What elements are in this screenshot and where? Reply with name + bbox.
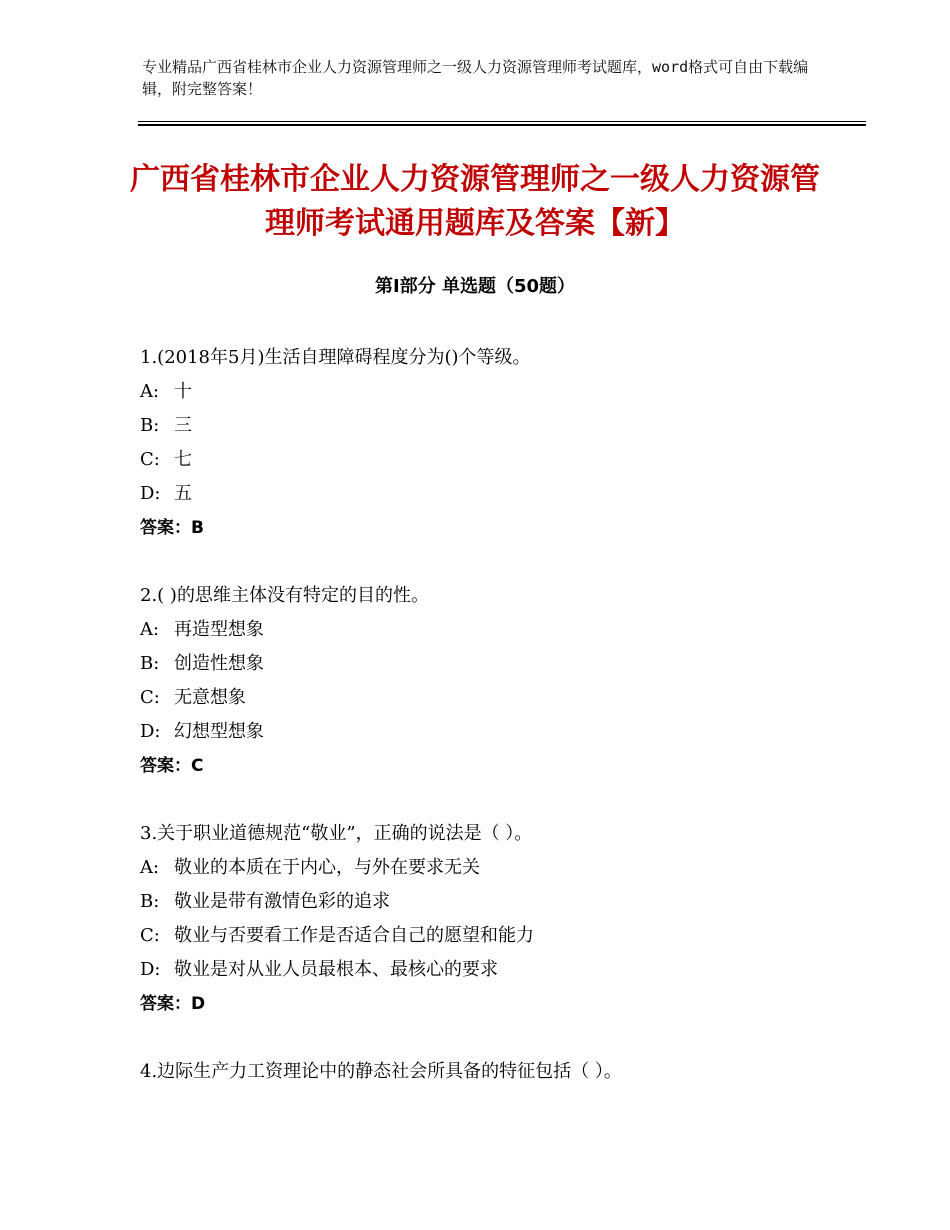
option-letter: B: <box>140 653 160 674</box>
option-a <box>140 851 840 885</box>
option-letter: B: <box>140 891 160 912</box>
option-text: 敬业是带有激情色彩的追求 <box>174 891 390 912</box>
header-note: 专业精品广西省桂林市企业人力资源管理师之一级人力资源管理师考试题库，word格式可自由下载编辑，附完整答案！ <box>142 58 809 98</box>
question-text: 3.关于职业道德规范“敬业”，正确的说法是（ ）。 <box>140 823 533 844</box>
option-text: 七 <box>174 449 192 470</box>
option-c <box>140 681 840 715</box>
option-d <box>140 953 840 987</box>
option-text: 幻想型想象 <box>174 721 264 742</box>
option-letter: A: <box>140 619 160 640</box>
answer-line: 答案：C <box>140 756 204 776</box>
question-text: 4.边际生产力工资理论中的静态社会所具备的特征包括（ ）。 <box>140 1061 622 1082</box>
question-list <box>140 341 840 1123</box>
option-text: 敬业的本质在于内心，与外在要求无关 <box>174 857 480 878</box>
question-4 <box>140 1055 840 1089</box>
option-b <box>140 409 840 443</box>
option-a <box>140 375 840 409</box>
option-text: 敬业是对从业人员最根本、最核心的要求 <box>174 959 498 980</box>
option-letter: C: <box>140 925 160 946</box>
option-b <box>140 647 840 681</box>
question-3 <box>140 817 840 1021</box>
option-text: 再造型想象 <box>174 619 264 640</box>
option-letter: D: <box>140 721 161 742</box>
option-letter: C: <box>140 449 160 470</box>
option-a <box>140 613 840 647</box>
question-2 <box>140 579 840 783</box>
document-title: 广西省桂林市企业人力资源管理师之一级人力资源管理师考试通用题库及答案【新】 <box>130 162 820 241</box>
option-c <box>140 919 840 953</box>
answer-line: 答案：D <box>140 994 206 1014</box>
option-letter: B: <box>140 415 160 436</box>
header-divider <box>138 121 866 122</box>
header-divider-bold <box>138 124 866 126</box>
option-letter: A: <box>140 381 160 402</box>
option-text: 五 <box>174 483 192 504</box>
question-text: 1.(2018年5月)生活自理障碍程度分为()个等级。 <box>140 347 531 368</box>
option-text: 敬业与否要看工作是否适合自己的愿望和能力 <box>174 925 534 946</box>
option-b <box>140 885 840 919</box>
option-letter: C: <box>140 687 160 708</box>
option-letter: D: <box>140 483 161 504</box>
option-text: 无意想象 <box>174 687 246 708</box>
option-text: 三 <box>174 415 192 436</box>
option-letter: A: <box>140 857 160 878</box>
question-1 <box>140 341 840 545</box>
question-text: 2.( )的思维主体没有特定的目的性。 <box>140 585 429 606</box>
option-text: 创造性想象 <box>174 653 264 674</box>
option-c <box>140 443 840 477</box>
option-text: 十 <box>174 381 192 402</box>
option-d <box>140 477 840 511</box>
option-letter: D: <box>140 959 161 980</box>
option-d <box>140 715 840 749</box>
answer-line: 答案：B <box>140 518 204 538</box>
section-title: 第Ⅰ部分 单选题（50题） <box>374 276 575 297</box>
